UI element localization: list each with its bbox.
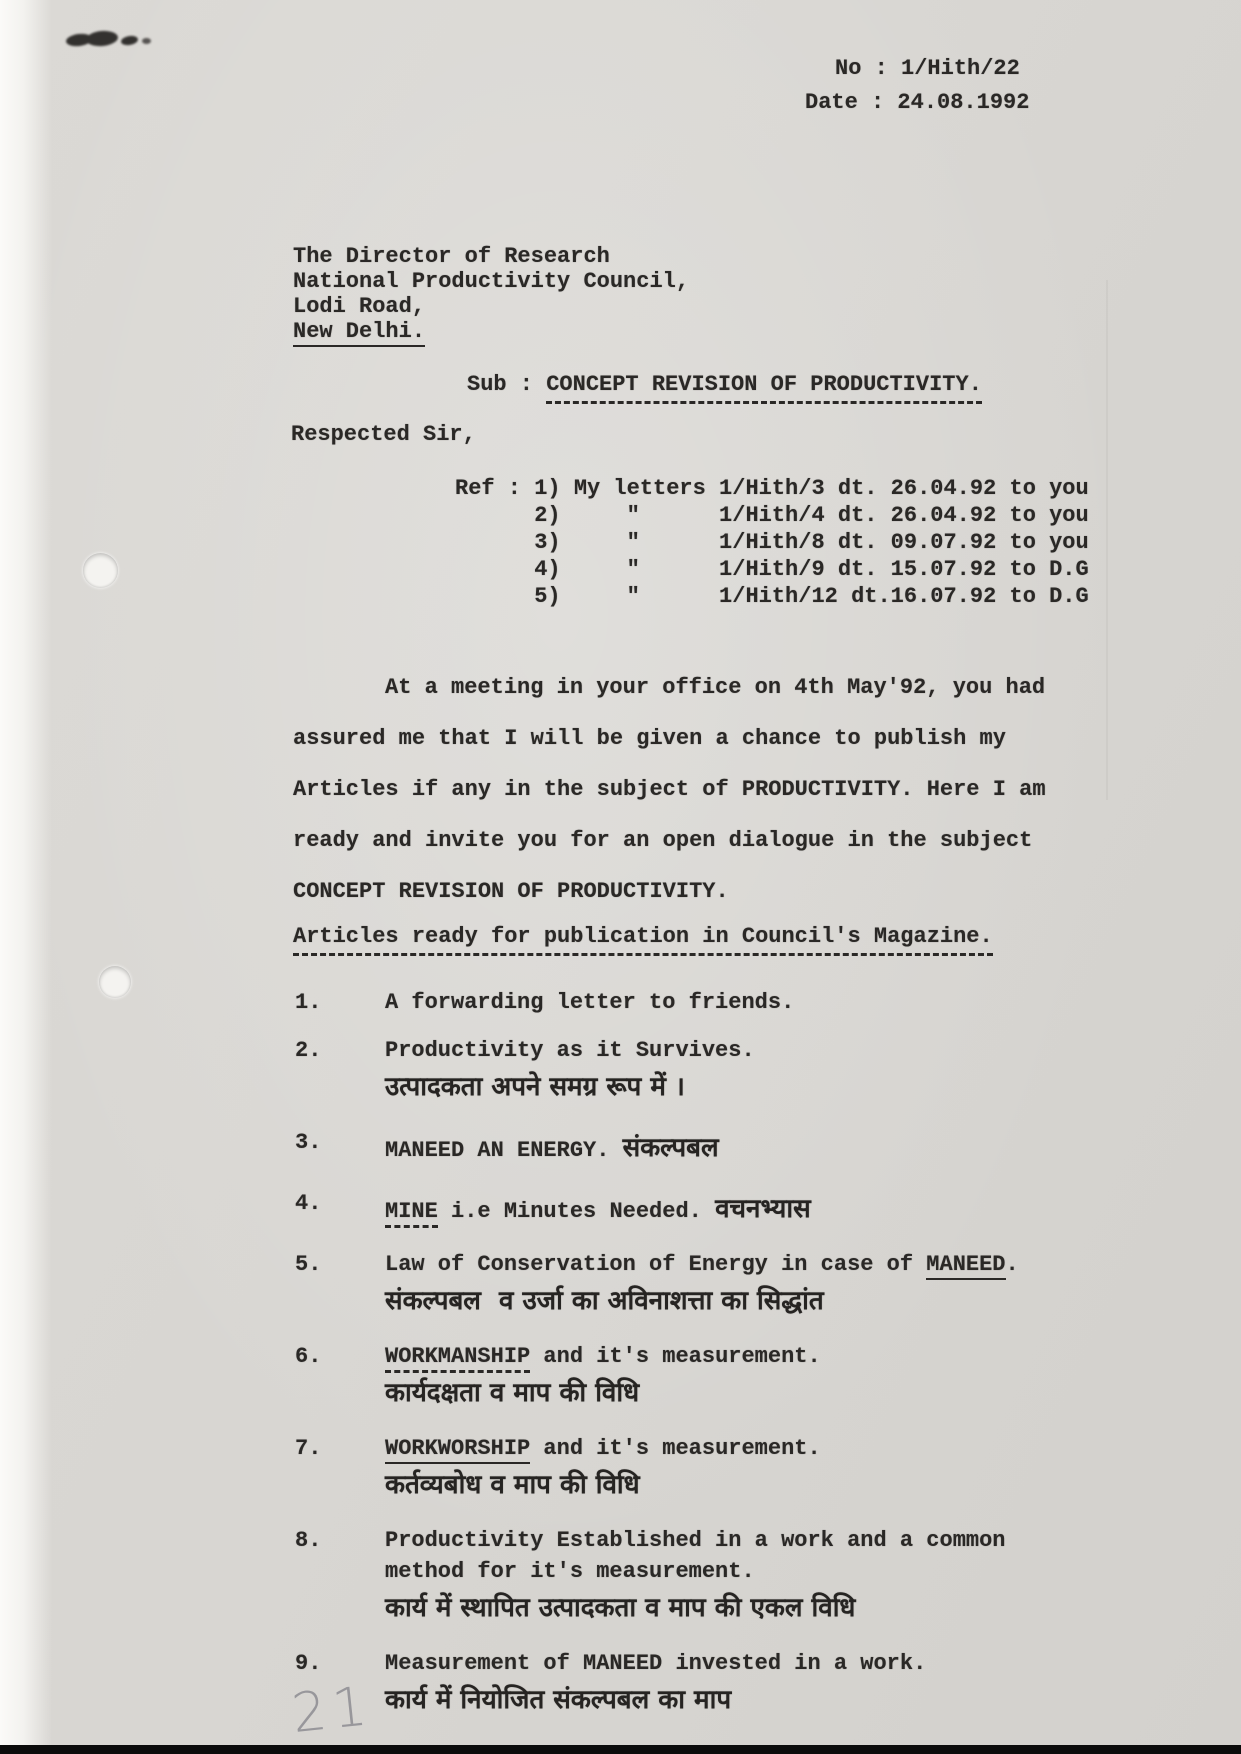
article-line bbox=[385, 1250, 1115, 1281]
articles-heading: Articles ready for publication in Council's Magazine. bbox=[293, 924, 993, 949]
paper-crease bbox=[1106, 280, 1108, 800]
article-number: 7. bbox=[295, 1436, 322, 1461]
english-text: A forwarding letter to friends. bbox=[385, 990, 795, 1015]
article-item bbox=[295, 1036, 1115, 1111]
body-line: ready and invite you for an open dialogue in the subject bbox=[293, 828, 1033, 853]
article-item bbox=[295, 1434, 1115, 1509]
hindi-text: कार्यदक्षता व माप की विधि bbox=[385, 1378, 640, 1408]
english-text: . bbox=[1005, 1252, 1019, 1277]
body-line: At a meeting in your office on 4th May'92, you had bbox=[385, 675, 1046, 700]
article-item bbox=[295, 1128, 1115, 1172]
english-text: WORKMANSHIP bbox=[385, 1344, 530, 1373]
recipient-line: The Director of Research bbox=[293, 244, 610, 269]
hindi-text: वचनभ्यास bbox=[715, 1194, 811, 1224]
article-line bbox=[385, 1588, 1115, 1632]
english-text: WORKWORSHIP bbox=[385, 1436, 530, 1464]
scan-bottom-edge bbox=[0, 1745, 1241, 1754]
body-line: assured me that I will be given a chance to publish my bbox=[293, 726, 1006, 751]
recipient-line: National Productivity Council, bbox=[293, 269, 690, 294]
recipient-address bbox=[293, 244, 689, 344]
article-text bbox=[385, 1434, 1115, 1509]
english-text: and it's measurement. bbox=[530, 1344, 821, 1369]
english-text: Law of Conservation of Energy in case of bbox=[385, 1252, 927, 1277]
subject-line bbox=[467, 372, 982, 397]
hindi-text: संकल्पबल bbox=[622, 1133, 719, 1163]
reference-line: 4) " 1/Hith/9 dt. 15.07.92 to D.G bbox=[455, 557, 1089, 582]
body-line: CONCEPT REVISION OF PRODUCTIVITY. bbox=[293, 879, 729, 904]
article-item bbox=[295, 1649, 1115, 1724]
english-text: Productivity Established in a work and a common bbox=[385, 1528, 1006, 1553]
article-line bbox=[385, 1128, 1115, 1172]
letter-date: Date : 24.08.1992 bbox=[805, 90, 1030, 115]
article-number: 6. bbox=[295, 1344, 322, 1369]
punch-hole bbox=[99, 966, 131, 998]
english-text: and it's measurement. bbox=[530, 1436, 821, 1461]
article-text bbox=[385, 1250, 1115, 1325]
pencil-page-number: 21 bbox=[288, 1673, 376, 1746]
english-text: Productivity as it Survives. bbox=[385, 1038, 755, 1063]
scan-left-edge bbox=[0, 0, 52, 1754]
articles-list bbox=[295, 988, 1115, 1741]
article-line bbox=[385, 1189, 1115, 1233]
reference-line: 2) " 1/Hith/4 dt. 26.04.92 to you bbox=[455, 503, 1089, 528]
english-text: MANEED bbox=[926, 1252, 1005, 1280]
article-text bbox=[385, 988, 1115, 1019]
article-line bbox=[385, 1281, 1115, 1325]
hindi-text: कार्य में स्थापित उत्पादकता व माप की एकल विधि bbox=[385, 1593, 856, 1623]
recipient-city: New Delhi. bbox=[293, 319, 689, 344]
hindi-text: संकल्पबल व उर्जा का अविनाशत्ता का सिद्धांत bbox=[385, 1286, 824, 1316]
article-text bbox=[385, 1036, 1115, 1111]
article-item bbox=[295, 1526, 1115, 1632]
english-text: MINE bbox=[385, 1199, 438, 1228]
article-number: 1. bbox=[295, 990, 322, 1015]
recipient-line: Lodi Road, bbox=[293, 294, 426, 319]
article-item bbox=[295, 1342, 1115, 1417]
reference-line: 5) " 1/Hith/12 dt.16.07.92 to D.G bbox=[455, 584, 1089, 609]
english-text: Measurement of MANEED invested in a work. bbox=[385, 1651, 927, 1676]
file-number: No : 1/Hith/22 bbox=[835, 56, 1020, 81]
hindi-text: उत्पादकता अपने समग्र रूप में । bbox=[385, 1072, 685, 1102]
article-number: 5. bbox=[295, 1252, 322, 1277]
punch-hole bbox=[83, 553, 118, 588]
article-line bbox=[385, 1373, 1115, 1417]
article-line bbox=[385, 1526, 1115, 1557]
article-line bbox=[385, 1680, 1115, 1724]
hindi-text: कार्य में नियोजित संकल्पबल का माप bbox=[385, 1685, 732, 1715]
english-text: i.e Minutes Needed. bbox=[437, 1199, 716, 1224]
ink-smudge bbox=[66, 29, 152, 51]
article-line bbox=[385, 1557, 1115, 1588]
reference-line: 3) " 1/Hith/8 dt. 09.07.92 to you bbox=[455, 530, 1089, 555]
article-line bbox=[385, 1067, 1115, 1111]
reference-list bbox=[455, 475, 1089, 610]
article-number: 9. bbox=[295, 1651, 322, 1676]
reference-line: Ref : 1) My letters 1/Hith/3 dt. 26.04.92 to you bbox=[455, 476, 1089, 501]
article-text bbox=[385, 1128, 1115, 1172]
subject-title: CONCEPT REVISION OF PRODUCTIVITY. bbox=[546, 372, 982, 404]
article-text bbox=[385, 1526, 1115, 1632]
hindi-text: कर्तव्यबोध व माप की विधि bbox=[385, 1470, 640, 1500]
article-line bbox=[385, 1649, 1115, 1680]
english-text: method for it's measurement. bbox=[385, 1559, 755, 1584]
article-text bbox=[385, 1342, 1115, 1417]
article-item bbox=[295, 1250, 1115, 1325]
body-line: Articles if any in the subject of PRODUCTIVITY. Here I am bbox=[293, 777, 1046, 802]
article-number: 8. bbox=[295, 1528, 322, 1553]
article-item bbox=[295, 988, 1115, 1019]
article-line bbox=[385, 1342, 1115, 1373]
subject-prefix: Sub : bbox=[467, 372, 547, 397]
article-number: 4. bbox=[295, 1191, 322, 1216]
article-number: 2. bbox=[295, 1038, 322, 1063]
article-line bbox=[385, 1434, 1115, 1465]
body-paragraph bbox=[293, 662, 1093, 917]
article-number: 3. bbox=[295, 1130, 322, 1155]
article-item bbox=[295, 1189, 1115, 1233]
article-line bbox=[385, 1036, 1115, 1067]
article-line bbox=[385, 988, 1115, 1019]
article-text bbox=[385, 1189, 1115, 1233]
article-line bbox=[385, 1465, 1115, 1509]
english-text: MANEED AN ENERGY. bbox=[385, 1138, 623, 1163]
salutation: Respected Sir, bbox=[291, 422, 476, 447]
article-text bbox=[385, 1649, 1115, 1724]
